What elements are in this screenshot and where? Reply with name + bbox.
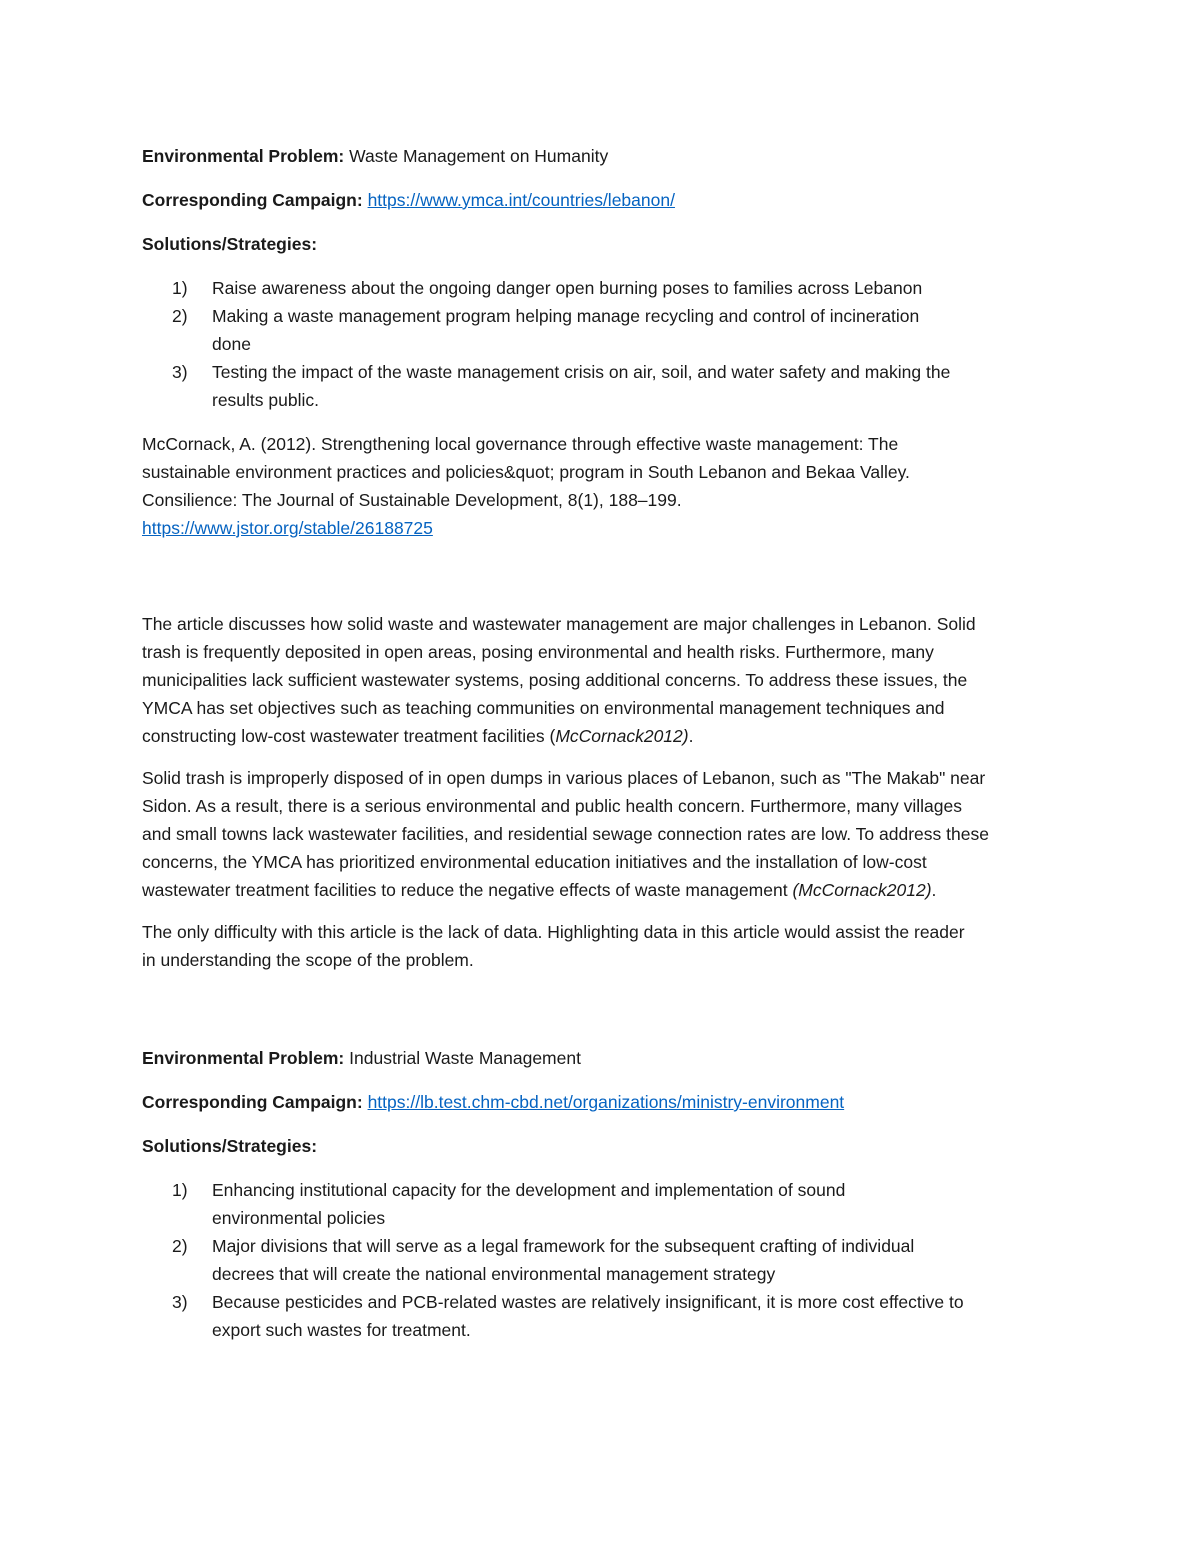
solutions-list-2 — [142, 1176, 1062, 1344]
campaign-label: Corresponding Campaign: — [142, 1092, 363, 1112]
list-item — [142, 358, 1062, 414]
paragraph-line: The only difficulty with this article is the lack of data. Highlighting data in this article would assist the reader — [142, 922, 965, 942]
list-text: decrees that will create the national environmental management strategy — [212, 1264, 776, 1284]
list-text: done — [212, 334, 251, 354]
paragraph-line: Sidon. As a result, there is a serious environmental and public health concern. Furthermore, many villages — [142, 796, 963, 816]
critique-paragraph — [142, 918, 1062, 974]
paragraph-line — [142, 876, 1062, 904]
paragraph-line: municipalities lack sufficient wastewater systems, posing additional concerns. To address these issues, the — [142, 670, 968, 690]
list-item — [142, 1176, 1062, 1232]
paragraph-line: concerns, the YMCA has prioritized environmental education initiatives and the installation of low-cost — [142, 852, 927, 872]
list-item — [142, 1232, 1062, 1288]
problem-value: Waste Management on Humanity — [349, 146, 609, 166]
document-content — [142, 142, 1062, 1360]
campaign-link[interactable]: https://lb.test.chm-cbd.net/organizations/ministry-environment — [367, 1092, 845, 1112]
paragraph-line: Solid trash is improperly disposed of in open dumps in various places of Lebanon, such as "The Makab" near — [142, 768, 986, 788]
list-number: 2) — [172, 306, 188, 326]
corresponding-campaign-1 — [142, 186, 1062, 214]
list-text: Raise awareness about the ongoing danger open burning poses to families across Lebanon — [212, 278, 923, 298]
paragraph-line: The article discusses how solid waste and wastewater management are major challenges in Lebanon. Solid — [142, 614, 976, 634]
list-text: Major divisions that will serve as a legal framework for the subsequent crafting of individual — [212, 1236, 915, 1256]
list-text: export such wastes for treatment. — [212, 1320, 471, 1340]
reference-line: sustainable environment practices and policies&quot; program in South Lebanon and Bekaa Valley. — [142, 462, 910, 482]
paragraph-line — [142, 722, 1062, 750]
solutions-heading-1: Solutions/Strategies: — [142, 234, 318, 254]
list-text: results public. — [212, 390, 319, 410]
problem-label: Environmental Problem: — [142, 146, 345, 166]
list-text: Enhancing institutional capacity for the development and implementation of sound — [212, 1180, 846, 1200]
list-text: Testing the impact of the waste management crisis on air, soil, and water safety and making the — [212, 362, 951, 382]
list-item — [142, 274, 1062, 302]
paragraph-line: YMCA has set objectives such as teaching communities on environmental management techniques and — [142, 698, 945, 718]
list-text: Because pesticides and PCB-related wastes are relatively insignificant, it is more cost effective to — [212, 1292, 964, 1312]
list-number: 3) — [172, 362, 188, 382]
paragraph-end: . — [688, 726, 694, 746]
reference-citation — [142, 430, 1062, 542]
corresponding-campaign-2 — [142, 1088, 1062, 1116]
paragraph-line: in understanding the scope of the problem. — [142, 950, 474, 970]
paragraph-text: wastewater treatment facilities to reduce the negative effects of waste management — [142, 880, 793, 900]
paragraph-text: constructing low-cost wastewater treatment facilities ( — [142, 726, 556, 746]
list-item — [142, 302, 1062, 358]
list-text: environmental policies — [212, 1208, 386, 1228]
citation: McCornack2012) — [555, 726, 689, 746]
list-number: 3) — [172, 1292, 188, 1312]
paragraph-end: . — [931, 880, 937, 900]
reference-link[interactable]: https://www.jstor.org/stable/26188725 — [142, 518, 433, 538]
list-number: 2) — [172, 1236, 188, 1256]
analysis-paragraph — [142, 764, 1062, 904]
reference-line: Consilience: The Journal of Sustainable Development, 8(1), 188–199. — [142, 490, 682, 510]
paragraph-line: and small towns lack wastewater facilities, and residential sewage connection rates are low. To address these — [142, 824, 989, 844]
campaign-link[interactable]: https://www.ymca.int/countries/lebanon/ — [367, 190, 675, 210]
problem-label: Environmental Problem: — [142, 1048, 345, 1068]
environmental-problem-1 — [142, 142, 1062, 170]
campaign-label: Corresponding Campaign: — [142, 190, 363, 210]
paragraph-line: trash is frequently deposited in open areas, posing environmental and health risks. Furthermore, many — [142, 642, 934, 662]
list-text: Making a waste management program helping manage recycling and control of incineration — [212, 306, 920, 326]
citation: (McCornack2012) — [792, 880, 932, 900]
list-number: 1) — [172, 278, 188, 298]
problem-value: Industrial Waste Management — [349, 1048, 581, 1068]
list-item — [142, 1288, 1062, 1344]
list-number: 1) — [172, 1180, 188, 1200]
solutions-list-1 — [142, 274, 1062, 414]
solutions-heading-2: Solutions/Strategies: — [142, 1136, 318, 1156]
reference-line: McCornack, A. (2012). Strengthening local governance through effective waste management: The — [142, 434, 899, 454]
environmental-problem-2 — [142, 1044, 1062, 1072]
summary-paragraph — [142, 610, 1062, 750]
